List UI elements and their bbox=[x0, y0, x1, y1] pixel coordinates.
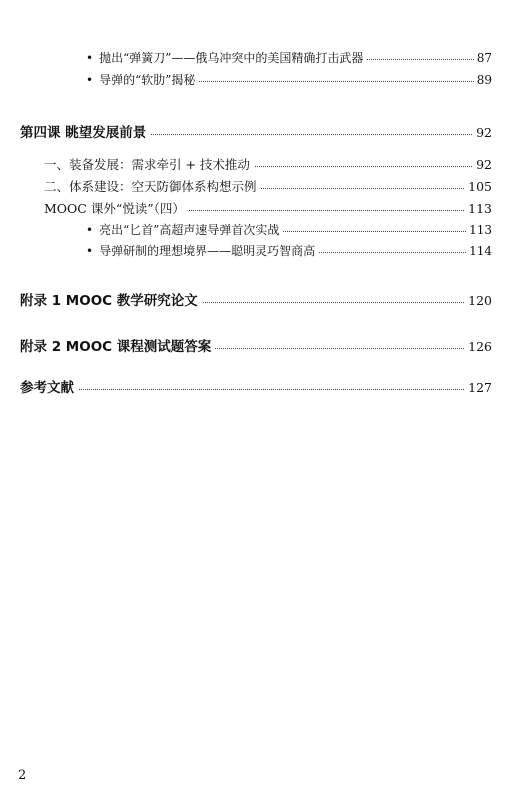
toc-entry-page: 89 bbox=[474, 69, 492, 91]
toc-entry-page: 87 bbox=[474, 47, 492, 69]
toc-entry-page: 127 bbox=[465, 377, 492, 399]
toc-appendix-1 bbox=[0, 290, 510, 312]
toc-entry-label: 导弹研制的理想境界——聪明灵巧智商高 bbox=[99, 244, 316, 258]
toc-entry-label: 参考文献 bbox=[20, 377, 78, 399]
leader-dots bbox=[30, 389, 480, 390]
bullet-icon: • bbox=[86, 223, 94, 237]
toc-entry-ideal-realm bbox=[0, 240, 510, 262]
toc-entry-missile-weakness bbox=[0, 69, 510, 91]
toc-entry-dagger-missile bbox=[0, 219, 510, 241]
toc-entry-page: 113 bbox=[466, 219, 492, 241]
toc-entry-label: 附录 1 MOOC 教学研究论文 bbox=[20, 290, 202, 312]
toc-entry-label: 二、体系建设：空天防御体系构想示例 bbox=[44, 176, 261, 198]
toc-entry-label: 第四课 眺望发展前景 bbox=[20, 122, 150, 144]
toc-appendix-2 bbox=[0, 336, 510, 358]
toc-entry-label: 抛出“弹簧刀”——俄乌冲突中的美国精确打击武器 bbox=[99, 51, 364, 65]
bullet-icon: • bbox=[86, 244, 94, 258]
toc-entry-label: 亮出“匕首”高超声速导弹首次实战 bbox=[99, 223, 280, 237]
toc-entry-page: 114 bbox=[466, 240, 492, 262]
bullet-icon: • bbox=[86, 73, 94, 87]
toc-entry-page: 105 bbox=[465, 176, 492, 198]
toc-section-mooc-reading bbox=[0, 198, 510, 220]
toc-chapter-lesson-four bbox=[0, 122, 510, 144]
toc-entry-page: 92 bbox=[473, 154, 492, 176]
toc-entry-spring-knife bbox=[0, 47, 510, 69]
toc-section-equipment-development bbox=[0, 154, 510, 176]
toc-entry-label: 附录 2 MOOC 课程测试题答案 bbox=[20, 336, 215, 358]
toc-section-system-construction bbox=[0, 176, 510, 198]
toc-entry-page: 92 bbox=[473, 122, 492, 144]
toc-entry-page: 113 bbox=[465, 198, 492, 220]
toc-entry-label: MOOC 课外“悦读”（四） bbox=[44, 198, 189, 220]
toc-entry-label: 一、装备发展：需求牵引 + 技术推动 bbox=[44, 154, 254, 176]
page-number: 2 bbox=[18, 768, 27, 783]
toc-entry-page: 126 bbox=[465, 336, 492, 358]
bullet-icon: • bbox=[86, 51, 94, 65]
toc-references bbox=[0, 377, 510, 399]
toc-entry-page: 120 bbox=[465, 290, 492, 312]
toc-entry-label: 导弹的“软肋”揭秘 bbox=[99, 73, 196, 87]
